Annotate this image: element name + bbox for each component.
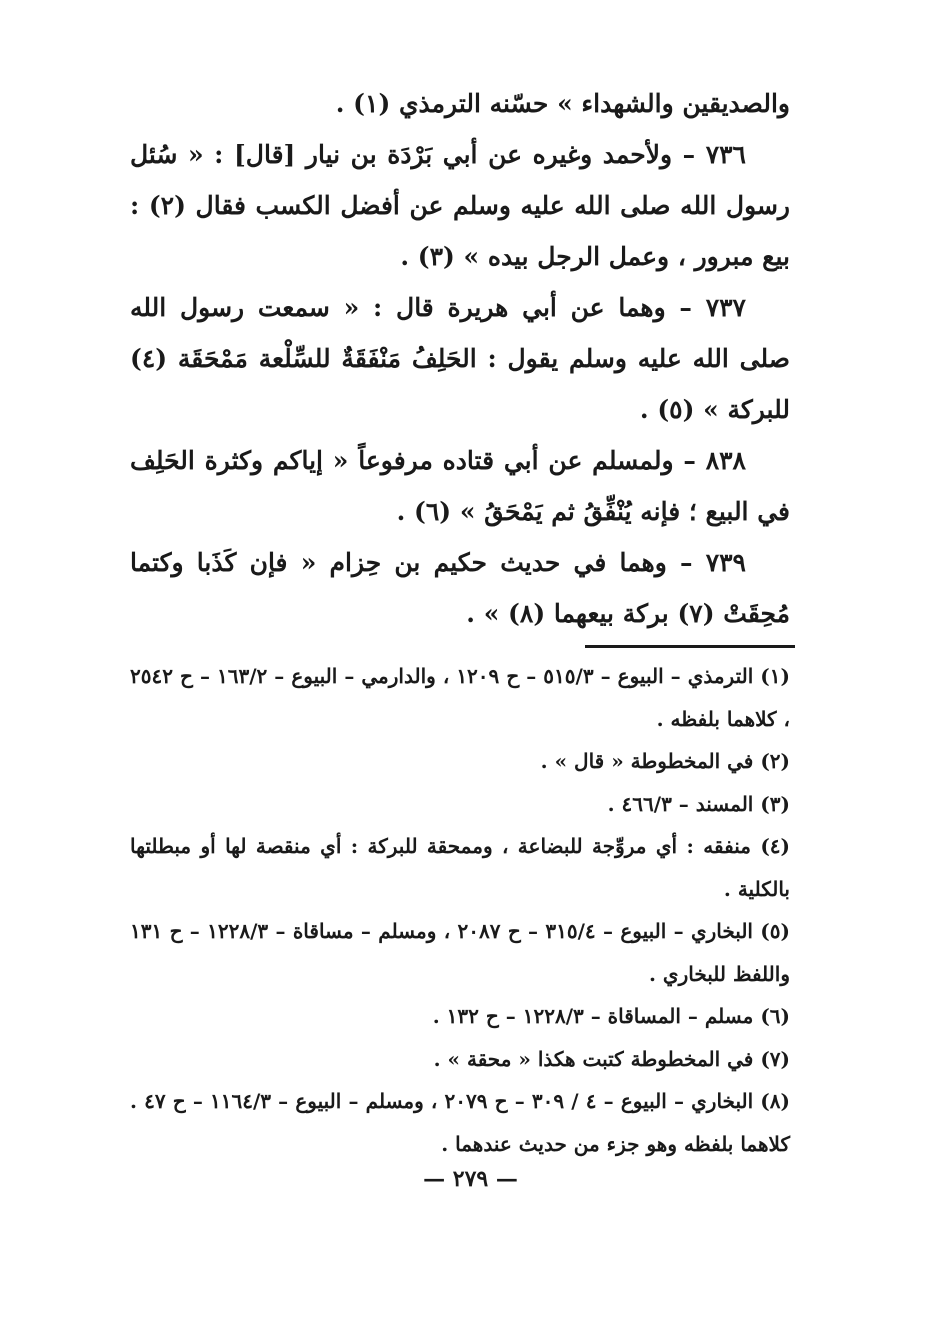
footnote-6: (٦) مسلم – المساقاة – ١٢٢٨/٣ – ح ١٣٢ . xyxy=(432,1004,790,1028)
main-text xyxy=(130,78,790,639)
hadith-838: ٨٣٨ – ولمسلم عن أبي قتاده مرفوعاً « إياكم وكثرة الحَلِف في البيع ؛ فإنه يُنْفِّقُ ثم يَمْحَقُ » (٦) . xyxy=(130,446,790,526)
footnote-1: (١) الترمذي – البيوع – ٥١٥/٣ – ح ١٢٠٩ ، والدارمي – البيوع – ١٦٣/٢ – ح ٢٥٤٢ ، كلاهما بلفظه . xyxy=(130,664,790,731)
page-body xyxy=(130,78,790,1165)
footnote-5: (٥) البخاري – البيوع – ٣١٥/٤ – ح ٢٠٨٧ ، ومسلم – مساقاة – ١٢٢٨/٣ – ح ١٣١ واللفظ للبخاري . xyxy=(130,919,790,986)
footnote-2: (٢) في المخطوطة « قال » . xyxy=(540,749,790,773)
footnote-7: (٧) في المخطوطة كتبت هكذا « محقة » . xyxy=(433,1046,790,1071)
hadith-739: ٧٣٩ – وهما في حديث حكيم بن حِزام « فإن كَذَبا وكتما مُحِقَتْ (٧) بركة بيعهما (٨) » . xyxy=(130,548,790,628)
footnote-3: (٣) المسند – ٤٦٦/٣ . xyxy=(607,791,790,816)
footnote-4: (٤) منفقه : أي مروِّجة للبضاعة ، وممحقة للبركة : أي منقصة لها أو مبطلتها بالكلية . xyxy=(130,834,790,901)
paragraph-continuation: والصديقين والشهداء » حسّنه الترمذي (١) . xyxy=(335,89,790,118)
footnote-separator xyxy=(130,639,790,655)
hadith-737: ٧٣٧ – وهما عن أبي هريرة قال : « سمعت رسول الله صلى الله عليه وسلم يقول : الحَلِفُ مَنْفَقَةٌ للسِّلْعة مَمْحَقَة (٤) للبركة » (٥) . xyxy=(130,293,790,424)
footnote-8: (٨) البخاري – البيوع – ٤ / ٣٠٩ – ح ٢٠٧٩ ، ومسلم – البيوع – ١١٦٤/٣ – ح ٤٧ . كلاهما بلفظه وهو جزء من حديث عندهما . xyxy=(130,1089,790,1156)
footnotes xyxy=(130,655,790,1165)
page-number: — ٢٧٩ — xyxy=(423,1166,518,1192)
hadith-736: ٧٣٦ – ولأحمد وغيره عن أبي بَرْدَة بن نيار [قال] : « سُئل رسول الله صلى الله عليه وسلم عن أفضل الكسب فقال (٢) : بيع مبرور ، وعمل الرجل بيده » (٣) . xyxy=(130,140,791,271)
